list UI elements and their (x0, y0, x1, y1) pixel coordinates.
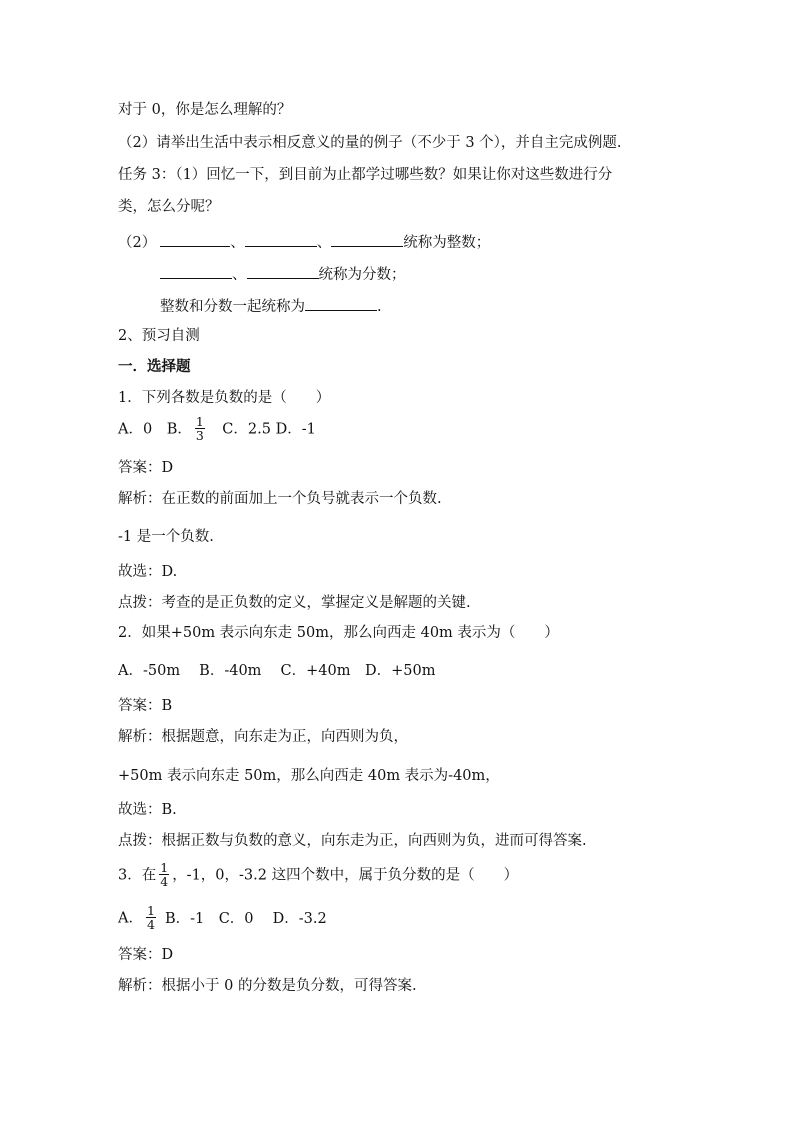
q3-answer: 答案：D (118, 947, 174, 963)
zero-question: 对于 0，你是怎么理解的？ (118, 102, 292, 118)
fraction-one-quarter (159, 861, 169, 888)
q3-analysis: 解析：根据小于 0 的分数是负分数，可得答案. (118, 978, 417, 994)
fraction-numerator: 1 (160, 860, 169, 875)
q2-options: A．-50m B．-40m C．+40m D．+50m (118, 663, 436, 679)
q3-option-a: A． (118, 910, 143, 927)
q2-choose: 故选：B. (118, 802, 177, 818)
integers-fill-line (118, 230, 490, 253)
section-subheading: 一．选择题 (118, 358, 191, 375)
task3-line1: 任务 3：（1）回忆一下，到目前为止都学过哪些数？如果让你对这些数进行分 (118, 167, 613, 183)
fraction-denominator: 4 (146, 917, 155, 932)
q1-answer: 答案：D (118, 460, 174, 476)
blank-field[interactable] (245, 230, 317, 247)
q1-tip: 点拨：考查的是正负数的定义，掌握定义是解题的关键. (118, 595, 471, 611)
q2-analysis-2: +50m 表示向东走 50m，那么向西走 40m 表示为-40m， (118, 768, 500, 784)
q2-analysis: 解析：根据题意，向东走为正，向西则为负， (118, 729, 408, 745)
q1-options-rest: C．2.5 D．-1 (207, 421, 316, 438)
blank-field[interactable] (247, 262, 319, 279)
blank-field[interactable] (305, 294, 377, 311)
blank-field[interactable] (331, 230, 403, 247)
q2-stem: 2．如果+50m 表示向东走 50m，那么向西走 40m 表示为（ ） (118, 625, 559, 641)
rational-suffix: . (377, 299, 382, 315)
integers-suffix: 统称为整数； (403, 235, 491, 251)
rational-prefix: 整数和分数一起统称为 (160, 299, 305, 315)
separator: 、 (230, 235, 245, 251)
q1-option-a: A．0 B． (118, 421, 192, 438)
fraction-numerator: 1 (146, 903, 155, 918)
fraction-one-quarter (146, 904, 156, 931)
q3-stem (118, 862, 518, 889)
fraction-one-third (195, 415, 205, 442)
q3-stem-rest: ，-1，0，-3.2 这四个数中，属于负分数的是（ ） (172, 867, 519, 884)
separator: 、 (232, 267, 247, 283)
q3-options (118, 905, 327, 932)
separator: 、 (316, 235, 332, 251)
fraction-denominator: 4 (160, 874, 169, 889)
fraction-denominator: 3 (195, 428, 204, 443)
fractions-suffix: 统称为分数； (318, 267, 406, 283)
q3-stem-prefix: 3．在 (118, 867, 157, 884)
q1-analysis: 解析：在正数的前面加上一个负号就表示一个负数. (118, 491, 442, 507)
q3-options-rest: B．-1 C．0 D．-3.2 (164, 910, 327, 927)
q1-analysis-2: -1 是一个负数. (118, 529, 214, 545)
blank-field[interactable] (160, 262, 232, 279)
fractions-fill-line (160, 262, 406, 285)
q2-answer: 答案：B (118, 698, 173, 714)
fill-prefix: （2） (118, 235, 157, 251)
q1-choose: 故选：D. (118, 564, 178, 580)
q2-tip: 点拨：根据正数与负数的意义，向东走为正，向西则为负，进而可得答案. (118, 833, 587, 849)
q1-options (118, 416, 316, 443)
section-heading: 2、预习自测 (118, 328, 200, 344)
rational-fill-line (160, 294, 382, 317)
fraction-numerator: 1 (195, 414, 204, 429)
blank-field[interactable] (160, 230, 230, 247)
q1-stem: 1．下列各数是负数的是（ ） (118, 390, 331, 406)
task3-line2: 类，怎么分呢？ (118, 199, 220, 215)
examples-prompt: （2）请举出生活中表示相反意义的量的例子（不少于 3 个），并自主完成例题. (118, 135, 622, 151)
